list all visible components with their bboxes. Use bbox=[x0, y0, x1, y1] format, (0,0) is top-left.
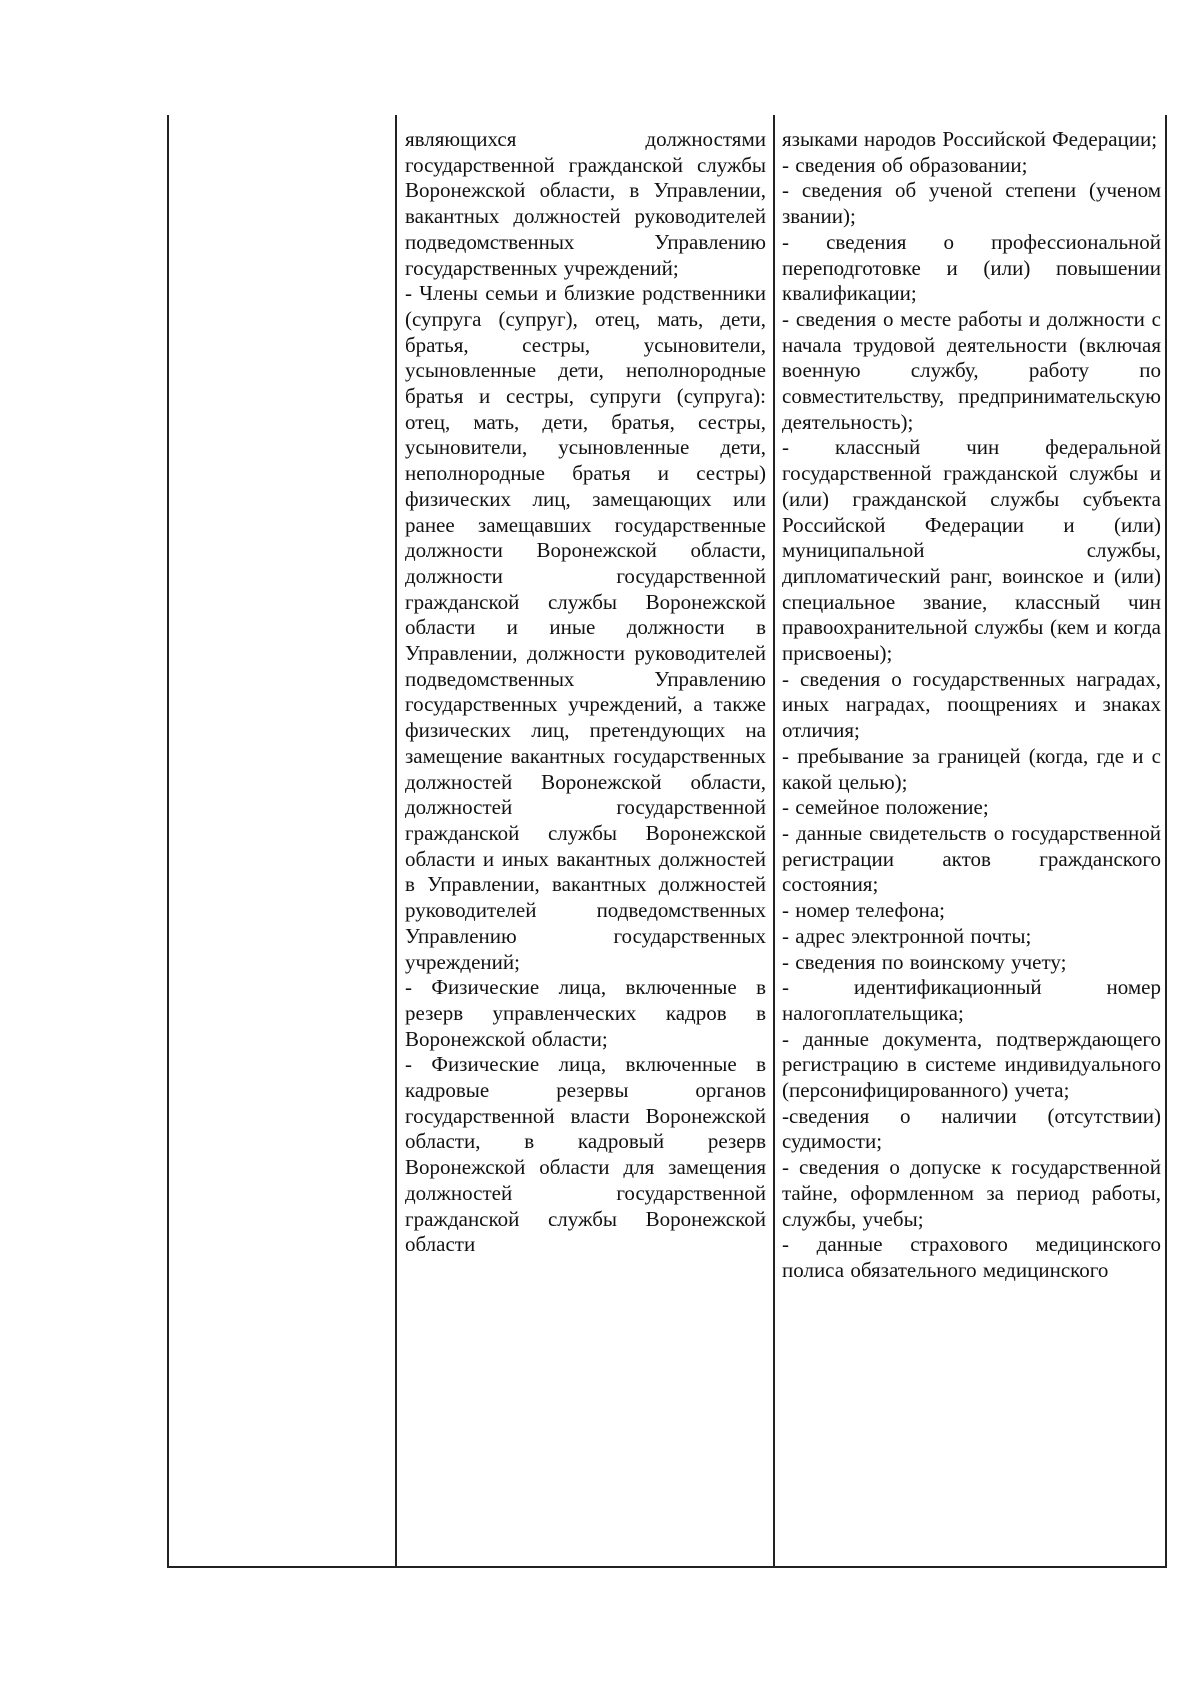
paragraph: - сведения о допуске к государственной тайне, оформленном за период работы, службы, учебы; bbox=[782, 1155, 1161, 1231]
paragraph: - данные свидетельств о государственной регистрации актов гражданского состояния; bbox=[782, 820, 1161, 897]
paragraph: - данные страхового медицинского полиса обязательного медицинского bbox=[782, 1232, 1161, 1282]
paragraph: - Физические лица, включенные в резерв управленческих кадров в Воронежской области; bbox=[405, 975, 766, 1051]
paragraph: - сведения о профессиональной переподготовке и (или) повышении квалификации; bbox=[782, 229, 1161, 306]
paragraph: - сведения по воинскому учету; bbox=[782, 949, 1067, 974]
paragraph: - Члены семьи и близкие родственники (супруга (супруг), отец, мать, дети, братья, сестры, усыновители, усыновленные дети, неполнородные братья и сестры, супруги (супруга): отец, мать, дети, братья, сестры, усыновители, усыновленные дети, неполнородные братья и сестры) физических лиц, замещающих или ранее замещавших государственные должности Воронежской области, должности государственной гражданской службы Воронежской области и иные должности в Управлении, должности руководителей подведомственных Управлению государственных учреждений, а также физических лиц, претендующих на замещение вакантных государственных должностей Воронежской области, должностей государственной гражданской службы Воронежской области и иных вакантных должностей в Управлении, вакантных должностей руководителей подведомственных Управлению государственных учреждений; bbox=[405, 281, 766, 974]
table-column-2 bbox=[397, 115, 775, 1566]
paragraph: языками народов Российской Федерации; bbox=[782, 127, 1158, 151]
paragraph: - сведения об ученой степени (ученом звании); bbox=[782, 178, 1161, 229]
paragraph: - номер телефона; bbox=[782, 898, 945, 923]
paragraph: - Физические лица, включенные в кадровые резервы органов государственной власти Воронежской области, в кадровый резерв Воронежской области для замещения должностей государственной гражданской службы Воронежской области bbox=[405, 1052, 766, 1257]
paragraph: - сведения о государственных наградах, иных наградах, поощрениях и знаках отличия; bbox=[782, 666, 1161, 743]
paragraph: - идентификационный номер налогоплательщика; bbox=[782, 975, 1161, 1025]
table-column-3 bbox=[775, 115, 1167, 1566]
column-3-text bbox=[782, 127, 1161, 1284]
column-2-text bbox=[405, 127, 766, 1258]
paragraph: - данные документа, подтверждающего регистрацию в системе индивидуального (персонифицированного) учета; bbox=[782, 1026, 1161, 1103]
paragraph: -сведения о наличии (отсутствии) судимости; bbox=[782, 1103, 1161, 1154]
data-table bbox=[167, 115, 1167, 1568]
paragraph: - классный чин федеральной государственной гражданской службы и (или) гражданской службы субъекта Российской Федерации и (или) муниципальной службы, дипломатический ранг, воинское и (или) специальное звание, классный чин правоохранительной службы (кем и когда присвоены); bbox=[782, 435, 1161, 666]
paragraph: - адрес электронной почты; bbox=[782, 923, 1032, 948]
table-column-1 bbox=[169, 115, 397, 1566]
paragraph: - сведения о месте работы и должности с начала трудовой деятельности (включая военную службу, работу по совместительству, предпринимательскую деятельность); bbox=[782, 306, 1161, 434]
paragraph: - сведения об образовании; bbox=[782, 152, 1028, 177]
paragraph: - семейное положение; bbox=[782, 795, 989, 820]
paragraph: - пребывание за границей (когда, где и с какой целью); bbox=[782, 743, 1161, 794]
paragraph: являющихся должностями государственной гражданской службы Воронежской области, в Управлении, вакантных должностей руководителей подведомственных Управлению государственных учреждений; bbox=[405, 127, 766, 280]
